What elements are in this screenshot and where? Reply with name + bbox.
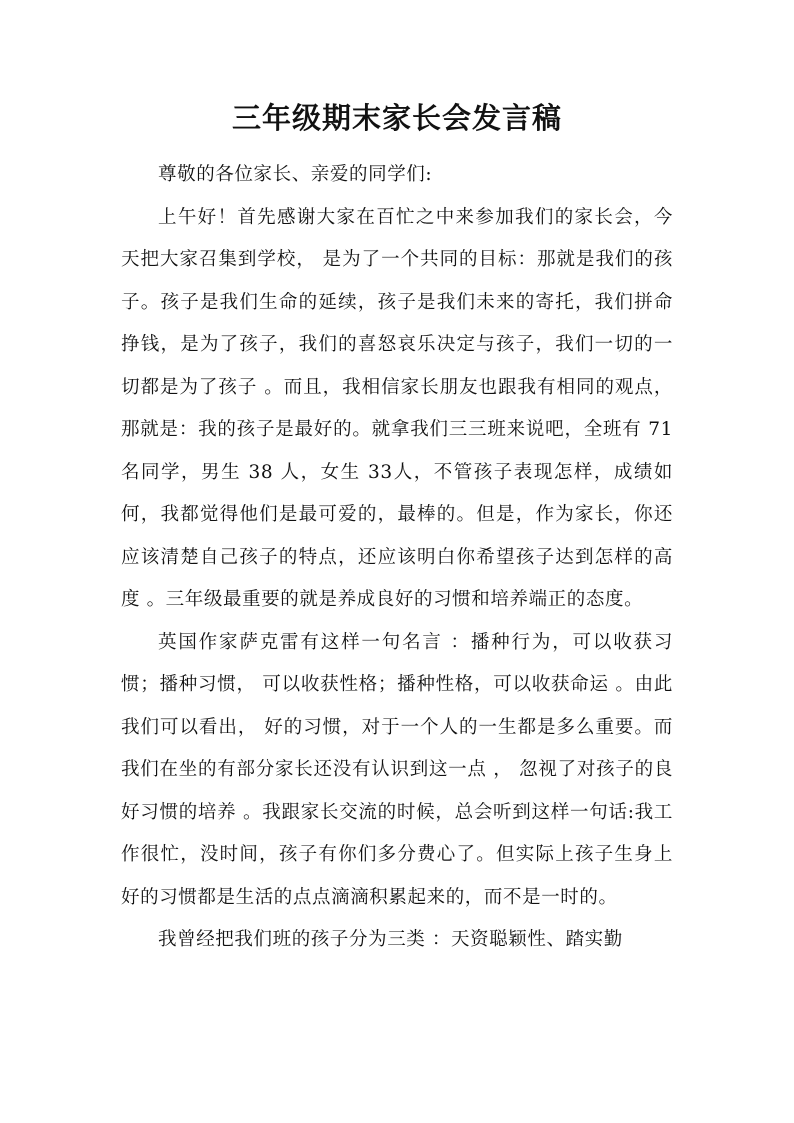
body-paragraph-2: 英国作家萨克雷有这样一句名言 ：播种行为，可以收获习惯；播种习惯， 可以收获性格；播种性格，可以收获命运 。由此我们可以看出， 好的习惯，对于一个人的一生都是多么重要。而我们在坐的有部分家长还没有认识到这一点 ， 忽视了对孩子的良好习惯的培养 。我跟家长交流的时候，总会听到这样一句话:我工作很忙，没时间，孩子有你们多分费心了。但实际上孩子生身上好的习惯都是生活的点点滴滴积累起来的，而不是一时的。 [121,631,673,908]
body-paragraph-3: 我曾经把我们班的孩子分为三类 ：天资聪颖性、踏实勤 [158,929,623,950]
document-title: 三年级期末家长会发言稿 [231,101,562,135]
document-body [121,154,673,962]
salutation-paragraph: 尊敬的各位家长、亲爱的同学们: [158,164,433,185]
body-paragraph-1: 上午好！首先感谢大家在百忙之中来参加我们的家长会，今天把大家召集到学校， 是为了一个共同的目标：那就是我们的孩子。孩子是我们生命的延续，孩子是我们未来的寄托，我们拼命挣钱，是为了孩子，我们的喜怒哀乐决定与孩子，我们一切的一切都是为了孩子 。而且，我相信家长朋友也跟我有相同的观点， 那就是：我的孩子是最好的。就拿我们三三班来说吧，全班有 71 名同学，男生 38 人，女生 33人，不管孩子表现怎样，成绩如何，我都觉得他们是最可爱的，最棒的。但是，作为家长，你还应该清楚自己孩子的特点，还应该明白你希望孩子达到怎样的高度 。三年级最重要的就是养成良好的习惯和培养端正的态度。 [121,206,673,610]
